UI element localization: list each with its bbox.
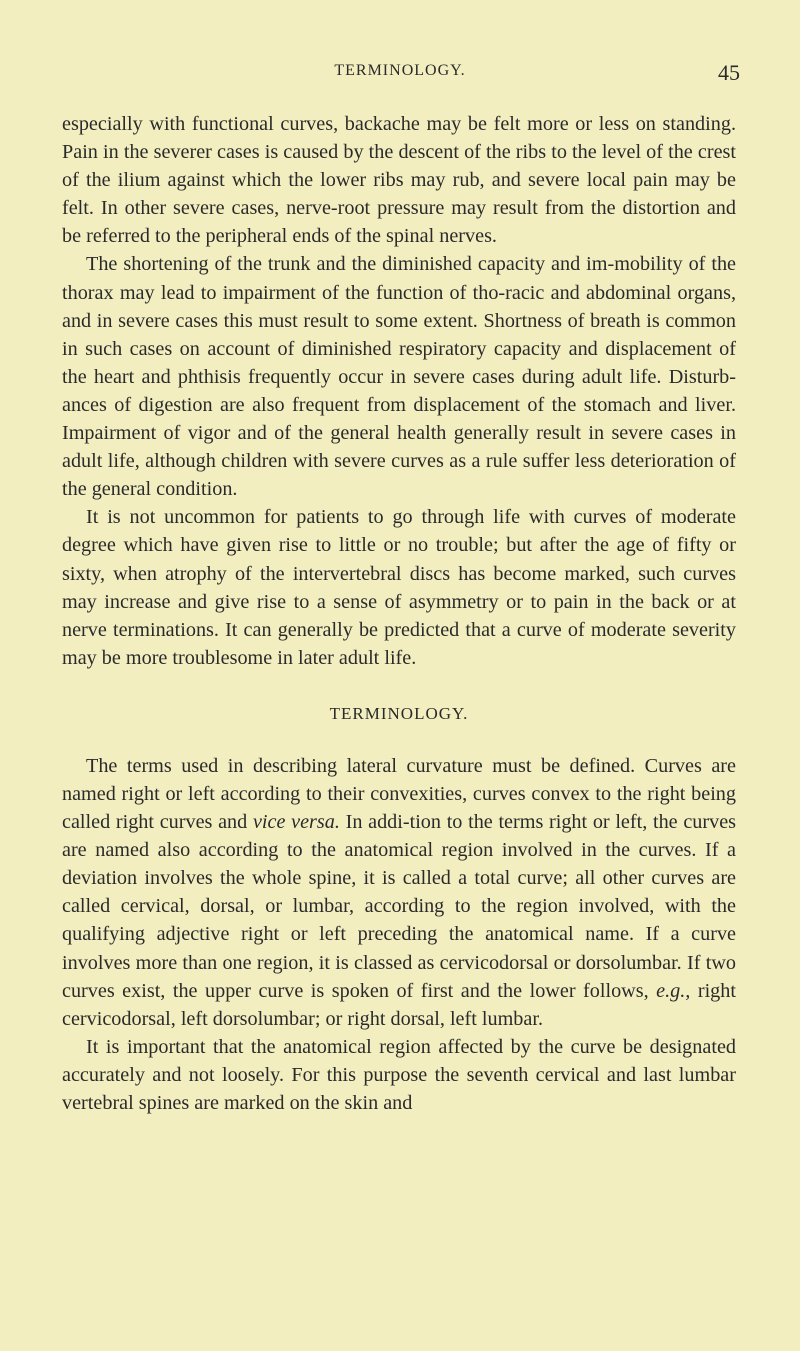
section-heading: TERMINOLOGY. xyxy=(329,703,469,723)
text-run: In addi-tion to the terms right or left, the curves are named also according to the anatomical region involved in the curves. If a deviation involves the whole spine, it is called a total curve; all other curves are called cervical, dorsal, or lumbar, according to the region involved, with the qualifying adjective right or left preceding the anatomical name. If a curve involves more than one region, it is classed as cervicodorsal or dorsolumbar. If two curves exist, the upper curve is spoken of first and the lower follows, xyxy=(62,811,737,1002)
page-number: 45 xyxy=(718,60,740,85)
running-title: TERMINOLOGY. xyxy=(334,62,466,79)
text-run: right cervicodorsal, left dorsolumbar; or right dorsal, left lumbar. xyxy=(62,979,736,1030)
italic-eg: e.g., xyxy=(656,979,691,1002)
paragraph-trunk-shortening: The shortening of the trunk and the diminished capacity and im-mobility of the thorax may lead to impairment of the function of tho-racic and abdominal organs, and in severe cases this must result to some extent. Shortness of breath is common in such cases on account of diminished respiratory capacity and displacement of the heart and phthisis frequently occur in severe cases during adult life. Disturb-ances of digestion are also frequent from displacement of the stomach and liver. Impairment of vigor and of the general health generally result in severe cases in adult life, although children with severe curves as a rule suffer less deterioration of the general condition. xyxy=(62,253,736,501)
paragraph-continued: especially with functional curves, backache may be felt more or less on standing. Pain in the severer cases is caused by the descent of the ribs to the level of the crest of the ilium against which the lower ribs may rub, and severe local pain may be felt. In other severe cases, nerve-root pressure may result from the distortion and be referred to the peripheral ends of the spinal nerves. xyxy=(62,113,736,248)
paragraph-anatomical-region: It is important that the anatomical region affected by the curve be designated accurately and not loosely. For this purpose the seventh cervical and last lumbar vertebral spines are marked on the skin and xyxy=(62,1035,736,1114)
text-run: The terms used in describing lateral curvature must be defined. Curves are named right or left according to their convexities, curves convex to the right being called right curves and xyxy=(62,754,736,834)
paragraph-moderate-curves: It is not uncommon for patients to go through life with curves of moderate degree which have given rise to little or no trouble; but after the age of fifty or sixty, when atrophy of the intervertebral discs has become marked, such curves may increase and give rise to a sense of asymmetry or to pain in the back or at nerve terminations. It can generally be predicted that a curve of moderate severity may be more troublesome in later adult life. xyxy=(62,506,736,669)
italic-vice-versa: vice versa. xyxy=(252,811,340,834)
running-head xyxy=(60,60,740,84)
body-text xyxy=(62,110,736,1117)
paragraph-terms-defined xyxy=(62,752,736,1033)
